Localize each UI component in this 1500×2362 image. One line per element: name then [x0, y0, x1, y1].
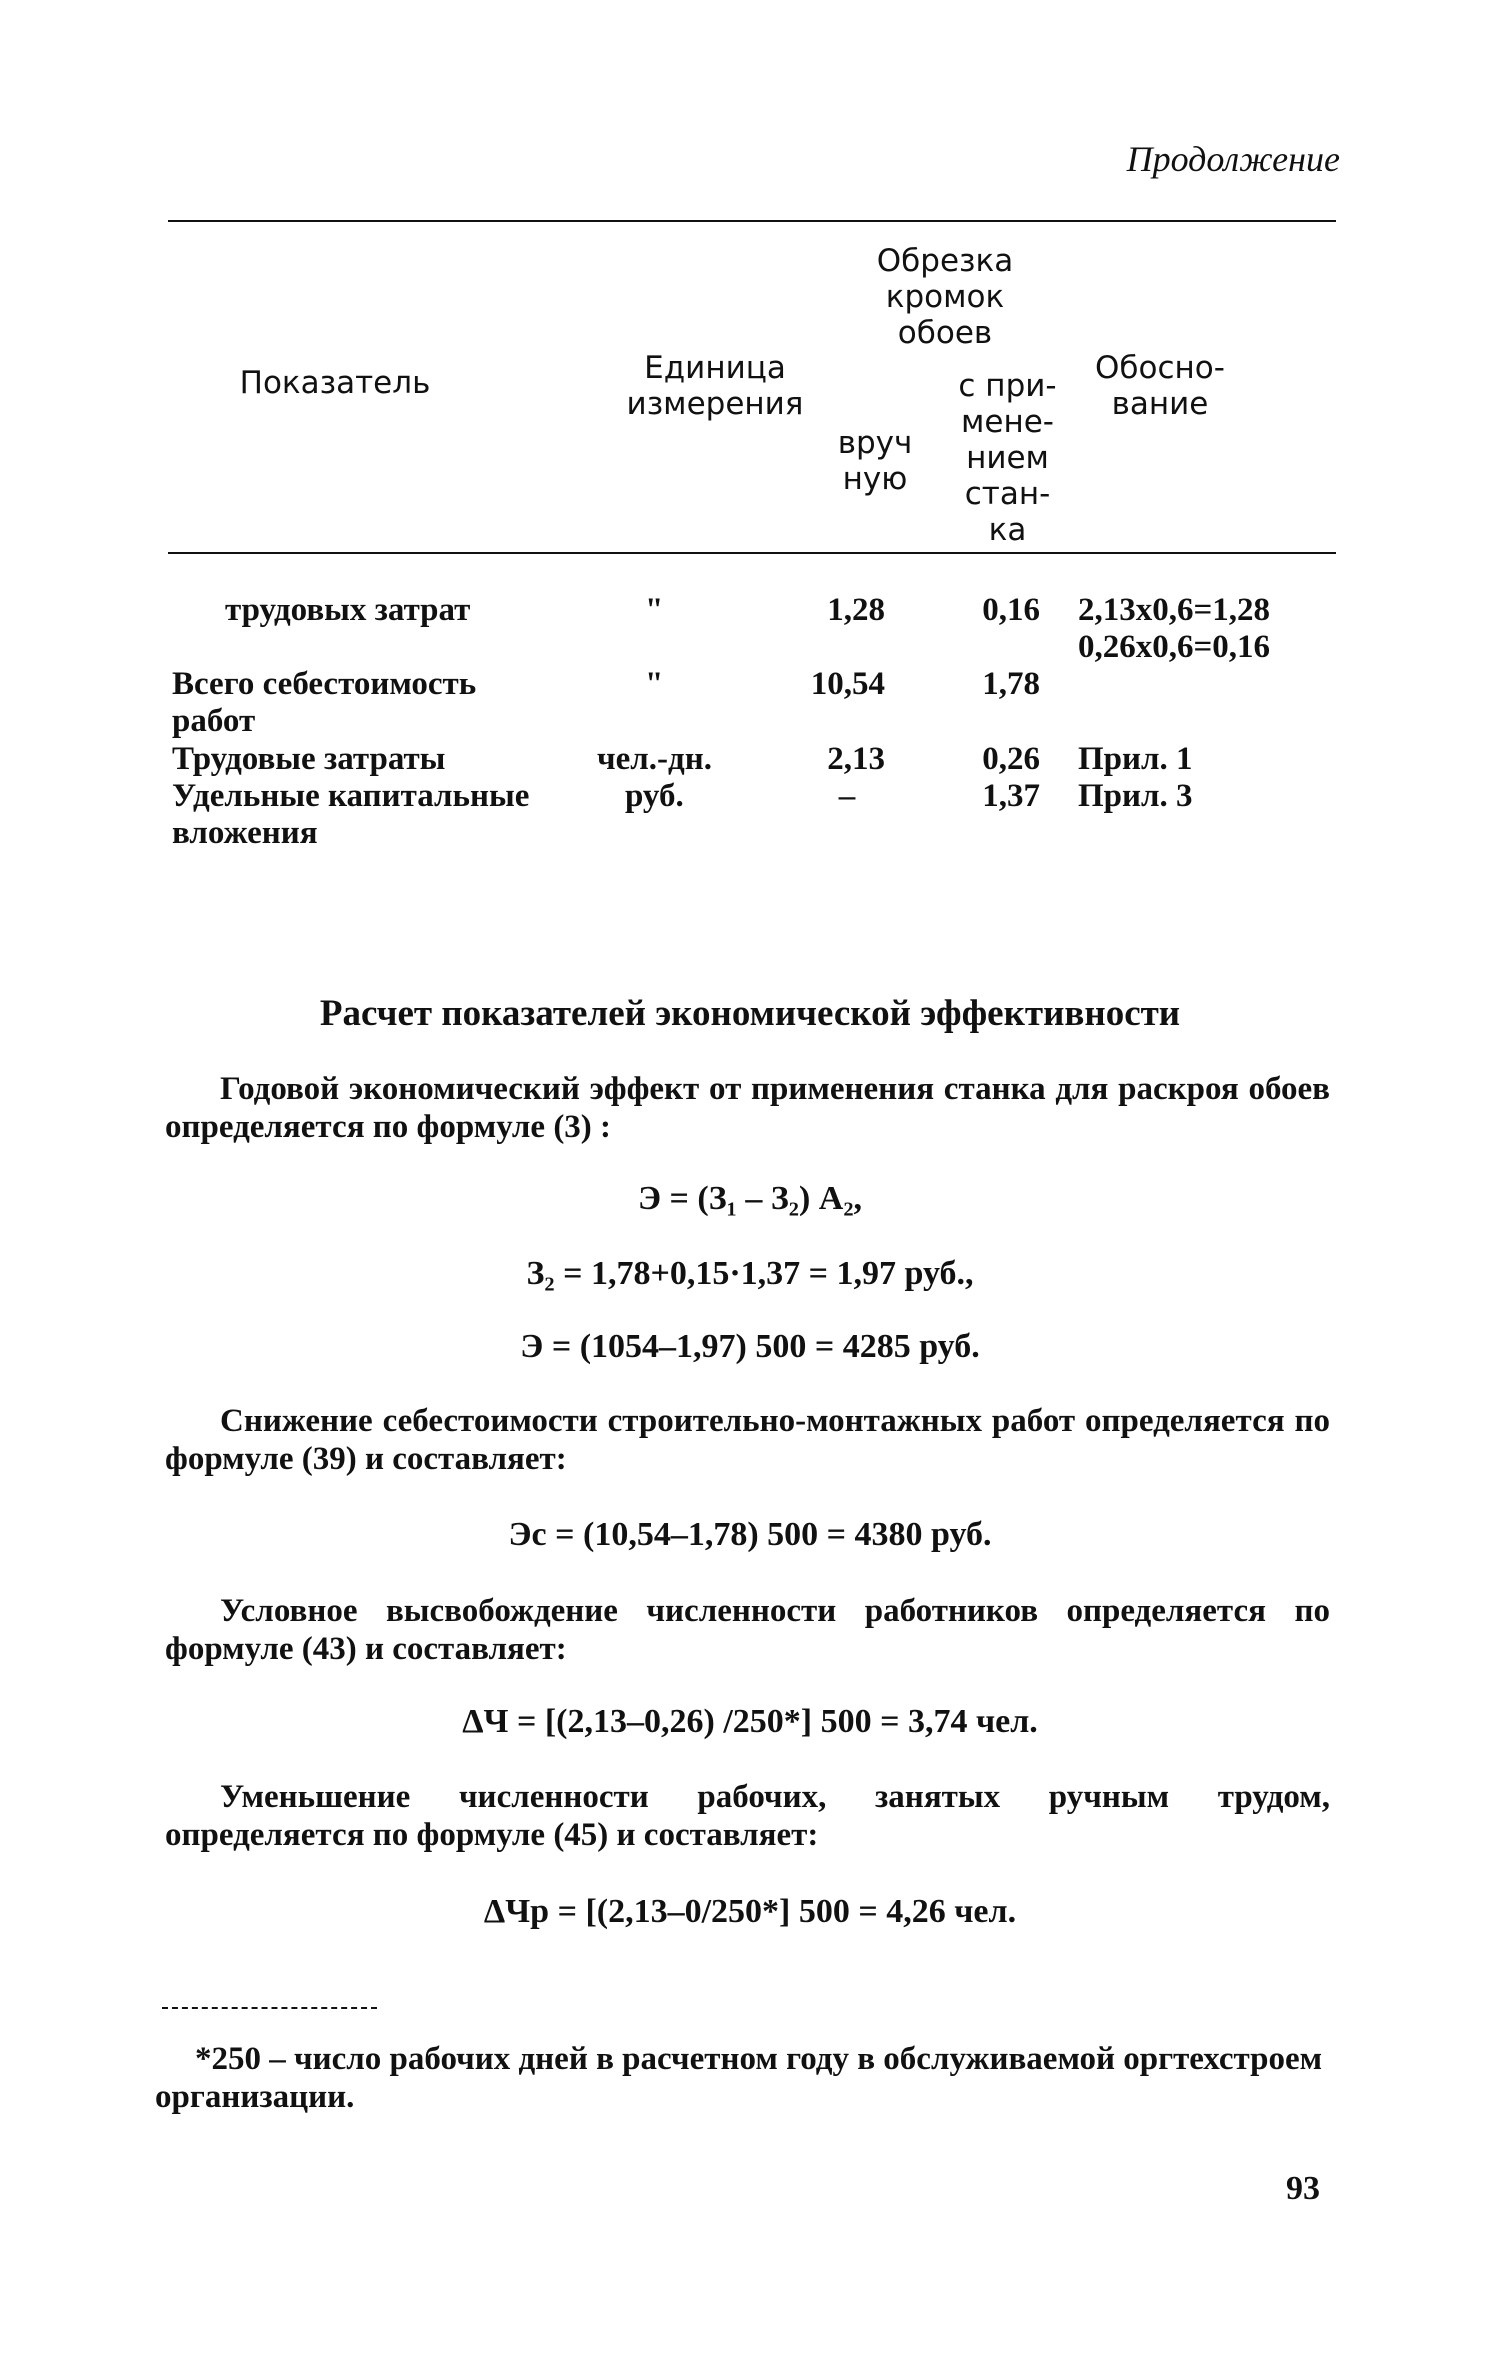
footnote-rule [162, 2007, 377, 2009]
cell-indicator: Удельные капитальные вложения [172, 778, 530, 851]
cell-indicator: Трудовые затраты [172, 741, 446, 777]
paragraph-text: Снижение себестоимости строительно-монтажных работ определяется по формуле (39) и составляет: [165, 1403, 1330, 1477]
header-group: Обрезка кромок обоев [876, 243, 1014, 351]
paragraph-manual-workers [165, 1778, 1330, 1854]
formula-effect-value: Э = (1054–1,97) 500 = 4285 руб. [520, 1328, 980, 1365]
paragraph-text: Годовой экономический эффект от применения станка для раскроя обоев определяется по формуле (3) : [165, 1071, 1330, 1145]
cell-manual: 1,28 [827, 592, 885, 628]
header-indicator: Показатель [239, 365, 431, 401]
cell-indicator: Всего себестоимость работ [172, 666, 477, 739]
formula-manual-workers: ΔЧр = [(2,13–0/250*] 500 = 4,26 чел. [483, 1893, 1017, 1930]
formula-cost-reduction: Эс = (10,54–1,78) 500 = 4380 руб. [508, 1516, 992, 1553]
cell-manual: – [838, 778, 856, 814]
cell-basis-second: 0,26x0,6=0,16 [1078, 629, 1271, 665]
cell-manual: 2,13 [827, 741, 885, 777]
paragraph-annual-effect [165, 1070, 1330, 1146]
cell-manual: 10,54 [810, 666, 885, 702]
cell-basis: Прил. 3 [1078, 778, 1193, 814]
page-number: 93 [1286, 2170, 1320, 2207]
formula-effect: Э = (З₁ – З₂) А₂, [637, 1180, 863, 1217]
cell-basis: 2,13x0,6=1,28 [1078, 592, 1271, 628]
section-title: Расчет показателей экономической эффективности [319, 993, 1181, 1034]
header-basis: Обосно- вание [1095, 350, 1225, 422]
paragraph-text: Уменьшение численности рабочих, занятых ручным трудом, определяется по формуле (45) и составляет: [165, 1779, 1330, 1853]
cell-machine: 1,78 [982, 666, 1040, 702]
footnote: *250 – число рабочих дней в расчетном году в обслуживаемой оргтехстроем организации. [155, 2041, 1323, 2115]
cell-unit: " [645, 666, 664, 702]
cell-indicator: трудовых затрат [225, 592, 471, 628]
formula-cost: З₂ = 1,78+0,15·1,37 = 1,97 руб., [526, 1255, 974, 1292]
paragraph-text: Условное высвобождение численности работников определяется по формуле (43) и составляет: [165, 1593, 1330, 1667]
table-top-rule [168, 220, 1336, 222]
continued-label: Продолжение [1126, 139, 1340, 179]
cell-machine: 0,26 [982, 741, 1040, 777]
cell-unit: руб. [625, 778, 684, 814]
paragraph-cost-reduction [165, 1402, 1330, 1478]
header-machine: с при- мене- нием стан- ка [958, 368, 1057, 548]
paragraph-staff-release [165, 1592, 1330, 1668]
cell-unit: чел.-дн. [597, 741, 712, 777]
header-manual: вруч ную [837, 425, 913, 497]
header-unit: Единица измерения [626, 350, 804, 422]
cell-machine: 0,16 [982, 592, 1040, 628]
table-header-rule [168, 552, 1336, 554]
cell-machine: 1,37 [982, 778, 1040, 814]
cell-basis: Прил. 1 [1078, 741, 1193, 777]
cell-unit: " [645, 592, 664, 628]
formula-staff-release: ΔЧ = [(2,13–0,26) /250*] 500 = 3,74 чел. [462, 1703, 1038, 1740]
